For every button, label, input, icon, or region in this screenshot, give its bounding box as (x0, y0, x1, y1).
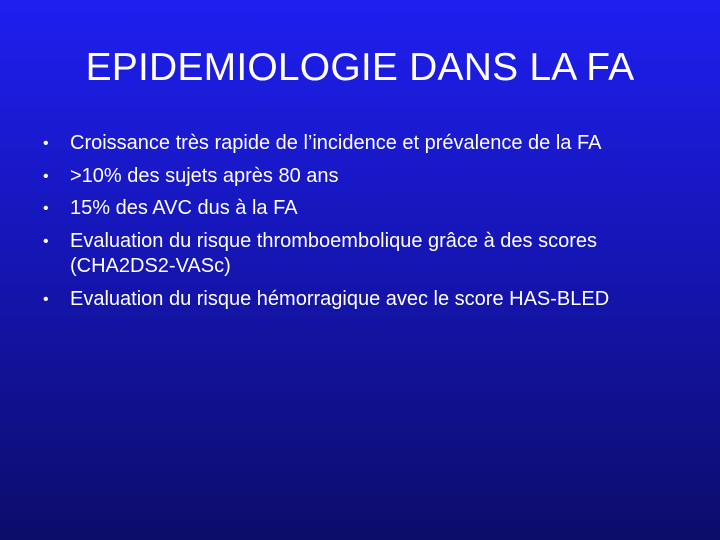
bullet-list (43, 131, 683, 319)
bullet-icon: • (43, 135, 49, 152)
bullet-icon: • (43, 200, 49, 217)
bullet-item (43, 131, 683, 157)
bullet-icon: • (43, 232, 49, 250)
bullet-icon: • (43, 167, 49, 185)
bullet-item (43, 229, 683, 280)
bullet-text: Evaluation du risque hémorragique avec le score HAS-BLED (70, 287, 610, 310)
slide-title: EPIDEMIOLOGIE DANS LA FA (85, 46, 635, 89)
bullet-text: Evaluation du risque thromboembolique grâce à des scores (CHA2DS2-VASc) (70, 229, 597, 277)
bullet-icon: • (43, 290, 49, 308)
bullet-text: >10% des sujets après 80 ans (70, 164, 339, 187)
bullet-text: Croissance très rapide de l’incidence et prévalence de la FA (70, 132, 602, 154)
bullet-text: 15% des AVC dus à la FA (70, 197, 298, 219)
bullet-item (43, 164, 683, 190)
bullet-item (43, 287, 683, 313)
bullet-item (43, 196, 683, 222)
